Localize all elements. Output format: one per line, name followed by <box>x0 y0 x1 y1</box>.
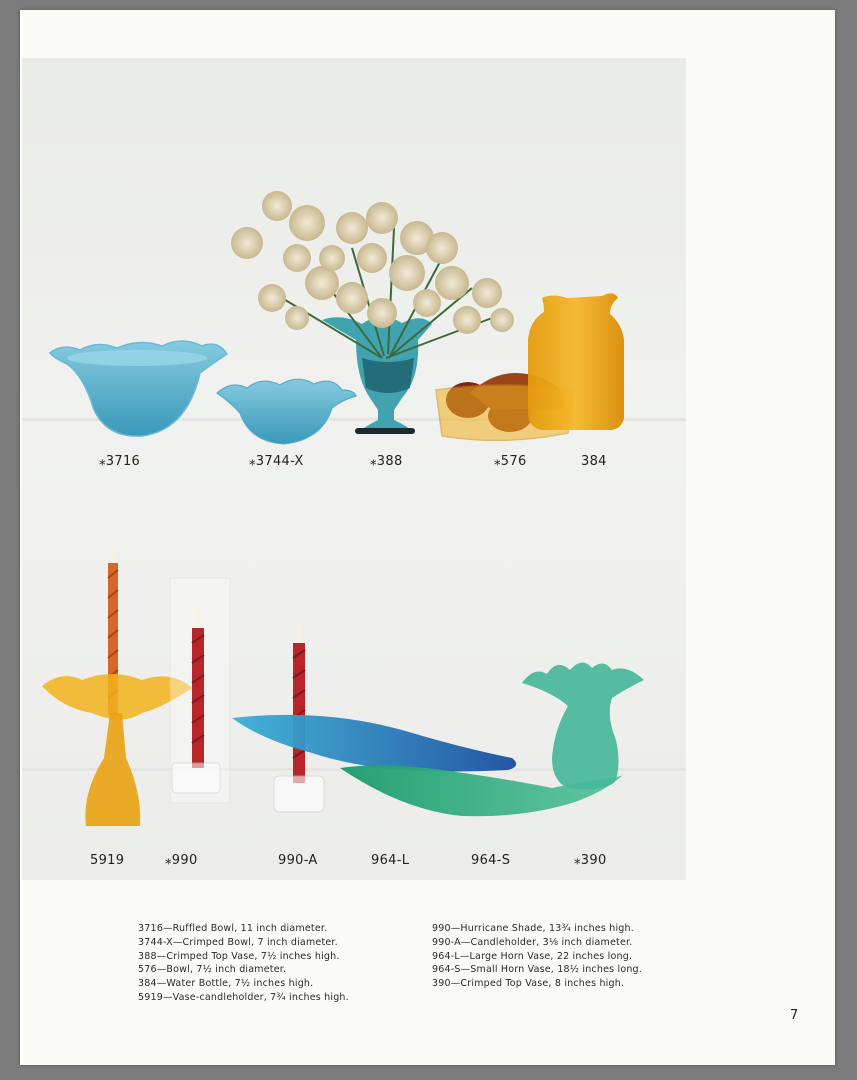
page-number: 7 <box>790 1008 799 1023</box>
caption-line: 3744-X—Crimped Bowl, 7 inch diameter. <box>138 936 338 948</box>
caption-line: 576—Bowl, 7½ inch diameter. <box>138 964 287 976</box>
label-964-s: 964-S <box>471 853 511 868</box>
captions-left <box>138 922 349 1005</box>
label-384: 384 <box>581 454 607 469</box>
caption-line: 5919—Vase-candleholder, 7¾ inches high. <box>138 991 349 1003</box>
product-photograph <box>22 58 686 880</box>
label-964-l: 964-L <box>371 853 410 868</box>
water-bottle-384 <box>528 293 624 430</box>
label-388: ⁎388 <box>370 454 403 469</box>
caption-line: 384—Water Bottle, 7½ inches high. <box>138 978 314 990</box>
label-990: ⁎990 <box>165 853 198 868</box>
caption-line: 990-A—Candleholder, 3⅛ inch diameter. <box>432 936 633 948</box>
label-576: ⁎576 <box>494 454 527 469</box>
label-3744-x: ⁎3744-X <box>249 454 304 469</box>
hurricane-shade-990 <box>170 578 230 803</box>
caption-line: 990—Hurricane Shade, 13¾ inches high. <box>432 923 634 934</box>
label-5919: 5919 <box>90 853 125 868</box>
caption-line: 3716—Ruffled Bowl, 11 inch diameter. <box>138 923 328 934</box>
label-390: ⁎390 <box>574 853 607 868</box>
catalog-page <box>20 10 835 1065</box>
label-3716: ⁎3716 <box>99 454 141 469</box>
caption-line: 964-L—Large Horn Vase, 22 inches long. <box>432 950 633 962</box>
label-990-a: 990-A <box>278 853 318 868</box>
captions-right <box>432 922 642 991</box>
caption-line: 388—Crimped Top Vase, 7½ inches high. <box>138 950 340 962</box>
caption-line: 964-S—Small Horn Vase, 18½ inches long. <box>432 964 643 976</box>
photo-illustration <box>22 58 686 880</box>
caption-line: 390—Crimped Top Vase, 8 inches high. <box>432 978 625 990</box>
